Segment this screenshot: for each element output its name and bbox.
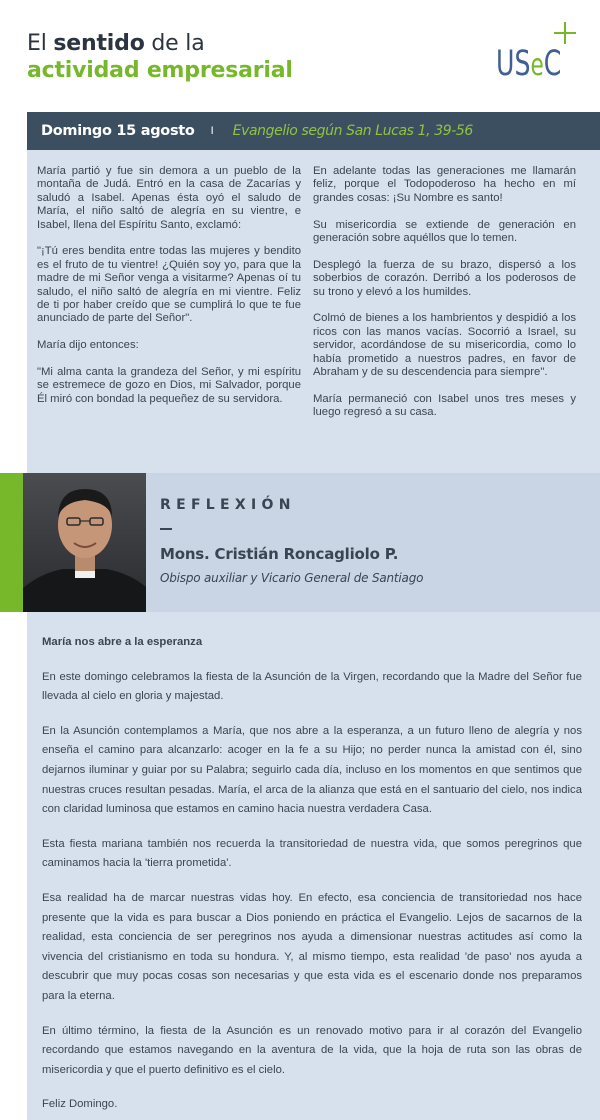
reflection-text [42,633,582,1120]
usec-logo [491,20,581,90]
reflection-paragraph: En la Asunción contemplamos a María, que nos abre a la esperanza, a un futuro lleno de alegría y nos enseña el camino para alcanzarlo: acoger en la fe a su Hijo; no perder nunca la amistad con él, sino dejarnos iluminar y guiar por su Palabra; seguirlo cada día, incluso en los momentos en que sentimos que nuestras cruces resultan pesadas. María, el arca de la alianza que está en el santuario del cielo, nos indica con claridad luminosa que estamos en camino hacia nuestra verdadera Casa. [42,724,582,816]
title-line-2: actividad empresarial [27,58,293,83]
logo-c: C [543,44,562,84]
author-portrait-image [23,473,146,612]
author-photo [23,473,146,612]
gospel-paragraph: En adelante todas las generaciones me llamarán feliz, porque el Todopoderoso ha hecho en mí grandes cosas: ¡Su Nombre es santo! [313,165,576,204]
banner-separator: I [210,125,214,137]
gospel-paragraph: "Mi alma canta la grandeza del Señor, y mi espíritu se estremece de gozo en Dios, mi Salvador, porque Él miró con bondad la pequeñez de su servidora. [37,366,301,405]
banner-date: Domingo 15 agosto [41,123,195,139]
page-title [27,30,293,85]
logo-text [496,44,561,86]
title-bold: sentido [53,31,145,56]
reflexion-heading: REFLEXIÓN [160,497,296,513]
logo-e: e [530,48,544,83]
gospel-column-left [37,165,301,420]
author-name: Mons. Cristián Roncagliolo P. [160,545,399,563]
reflection-paragraph: Esta fiesta mariana también nos recuerda la transitoriedad de nuestra vida, que somos peregrinos que caminamos hacia la 'tierra prometida'. [42,837,582,870]
title-post: de la [144,31,205,56]
title-line-1 [27,30,293,57]
gospel-paragraph: Desplegó la fuerza de su brazo, dispersó a los soberbios de corazón. Derribó a los poderosos de su trono y elevó a los humildes. [313,258,576,298]
accent-bar [0,473,23,612]
plus-icon [554,22,576,44]
reflection-closing: Feliz Domingo. [42,1098,118,1111]
title-pre: El [27,31,54,56]
logo-us: US [496,44,531,84]
reflection-paragraph: En este domingo celebramos la fiesta de la Asunción de la Virgen, recordando que la Madre del Señor fue llevada al cielo en gloria y majestad. [42,670,582,703]
gospel-paragraph: María dijo entonces: [37,339,139,352]
gospel-paragraph: Colmó de bienes a los hambrientos y despidió a los ricos con las manos vacías. Socorrió a Israel, su servidor, acordándose de su misericordia, como lo había prometido a nuestros padres, en favor de Abraham y de su descendencia para siempre". [313,312,576,379]
heading-divider [160,528,172,530]
reflection-paragraph: En último término, la fiesta de la Asunción es un renovado motivo para ir al corazón del Evangelio recordando que estamos navegando en la aventura de la vida, que la hoja de ruta son las obras de misericordia y que el puerto definitivo es el cielo. [42,1024,582,1076]
gospel-paragraph: "¡Tú eres bendita entre todas las mujeres y bendito es el fruto de tu vientre! ¿Quién soy yo, para que la madre de mi Señor venga a visitarme? Apenas oí tu saludo, el niño saltó de alegría en mi vientre. Feliz de ti por haber creído que se cumplirá lo que te fue anunciado de parte del Señor". [37,245,301,325]
gospel-column-right [313,165,576,433]
author-role: Obispo auxiliar y Vicario General de Santiago [160,571,424,585]
reflection-title: María nos abre a la esperanza [42,636,203,648]
reflection-paragraph: Esa realidad ha de marcar nuestras vidas hoy. En efecto, esa conciencia de transitoriedad nos hace presente que la vida es para buscar a Dios poniendo en práctica el Evangelio. Lejos de sacarnos de la realidad, esta conciencia de ser peregrinos nos ayuda a dimensionar nuestras actitudes así como la vivencia del cristianismo en toda su hondura. Y, al mismo tiempo, esta realidad 'de paso' nos ayuda a descubrir que muy pocas cosas son necesarias y que esta vida es el escenario donde nos preparamos para la eterna. [42,891,582,1002]
banner-gospel-reference: Evangelio según San Lucas 1, 39-56 [232,123,473,139]
date-banner [27,112,600,150]
header [0,0,600,112]
gospel-paragraph: Su misericordia se extiende de generación en generación sobre aquéllos que lo temen. [313,218,576,245]
gospel-paragraph: María permaneció con Isabel unos tres meses y luego regresó a su casa. [313,392,576,419]
gospel-paragraph: María partió y fue sin demora a un pueblo de la montaña de Judá. Entró en la casa de Zacarías y saludó a Isabel. Apenas ésta oyó el saludo de María, el niño saltó de alegría en su vientre, e Isabel, llena del Espíritu Santo, exclamó: [37,165,301,231]
